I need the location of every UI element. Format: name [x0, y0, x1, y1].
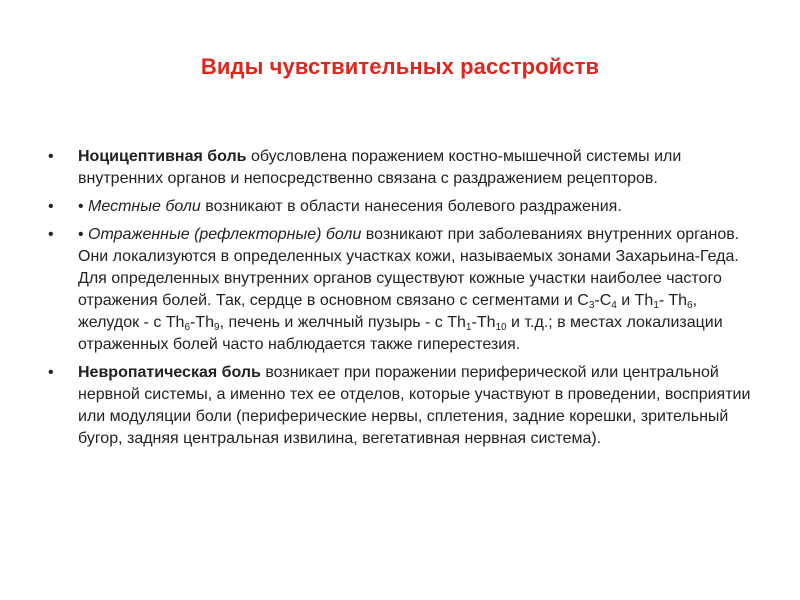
bullet-text: , желудок - с Th [78, 292, 698, 331]
bullet-text: -С [594, 292, 612, 309]
subscript: 1 [465, 322, 472, 333]
subscript: 6 [184, 322, 191, 333]
subscript: 4 [611, 300, 617, 311]
term-local-pain: Местные боли [88, 198, 201, 215]
subscript: 6 [687, 300, 693, 311]
bullet-text: -Th [471, 314, 496, 331]
slide-title: Виды чувствительных расстройств [200, 54, 600, 79]
term-referred-pain: Отраженные (рефлекторные) боли [88, 226, 362, 243]
bullet-nociceptive-pain [48, 146, 760, 190]
bullet-text: , печень и желчный пузырь - с Th [219, 314, 466, 331]
subscript: 3 [588, 300, 595, 311]
bullet-text: -Th [190, 314, 215, 331]
bullet-text: и Th [616, 292, 654, 309]
bullet-text: - Th [658, 292, 688, 309]
term-neuropathic-pain: Невропатическая боль [78, 364, 261, 381]
bullet-text: возникают при заболеваниях внутренних органов. Они локализуются в определенных участках кожи, называемых зонами Захарьина-Геда. Для определенных внутренних органов существуют кожные участки наиболее частого отражения болей. Так, сердце в основном связано с сегментами и С [78, 226, 740, 309]
subscript: 9 [214, 322, 220, 333]
subscript: 10 [495, 322, 507, 333]
bullet-text: возникает при поражении периферической или центральной нервной системы, а именно тех ее отделов, которые участвуют в проведении, восприятии или модуляции боли (периферические нервы, сплетения, задние корешки, зрительный бугор, задняя центральная извилина, вегетативная нервная система). [78, 364, 751, 447]
term-nociceptive-pain: Ноцицептивная боль [78, 148, 247, 165]
inline-bullet-marker: • [78, 198, 89, 215]
bullet-text: возникают в области нанесения болевого раздражения. [200, 198, 622, 215]
bullet-neuropathic-pain [48, 362, 760, 450]
bullet-referred-pain [48, 224, 760, 356]
bullet-text: и т.д.; в местах локализации отраженных болей часто наблюдается также гиперестезия. [78, 314, 723, 353]
bullet-text: обусловлена поражением костно-мышечной системы или внутренних органов и непосредственно связана с раздражением рецепторов. [78, 148, 682, 187]
subscript: 1 [653, 300, 659, 311]
bullet-list [48, 146, 760, 456]
bullet-local-pain [48, 196, 760, 218]
inline-bullet-marker: • [78, 226, 89, 243]
